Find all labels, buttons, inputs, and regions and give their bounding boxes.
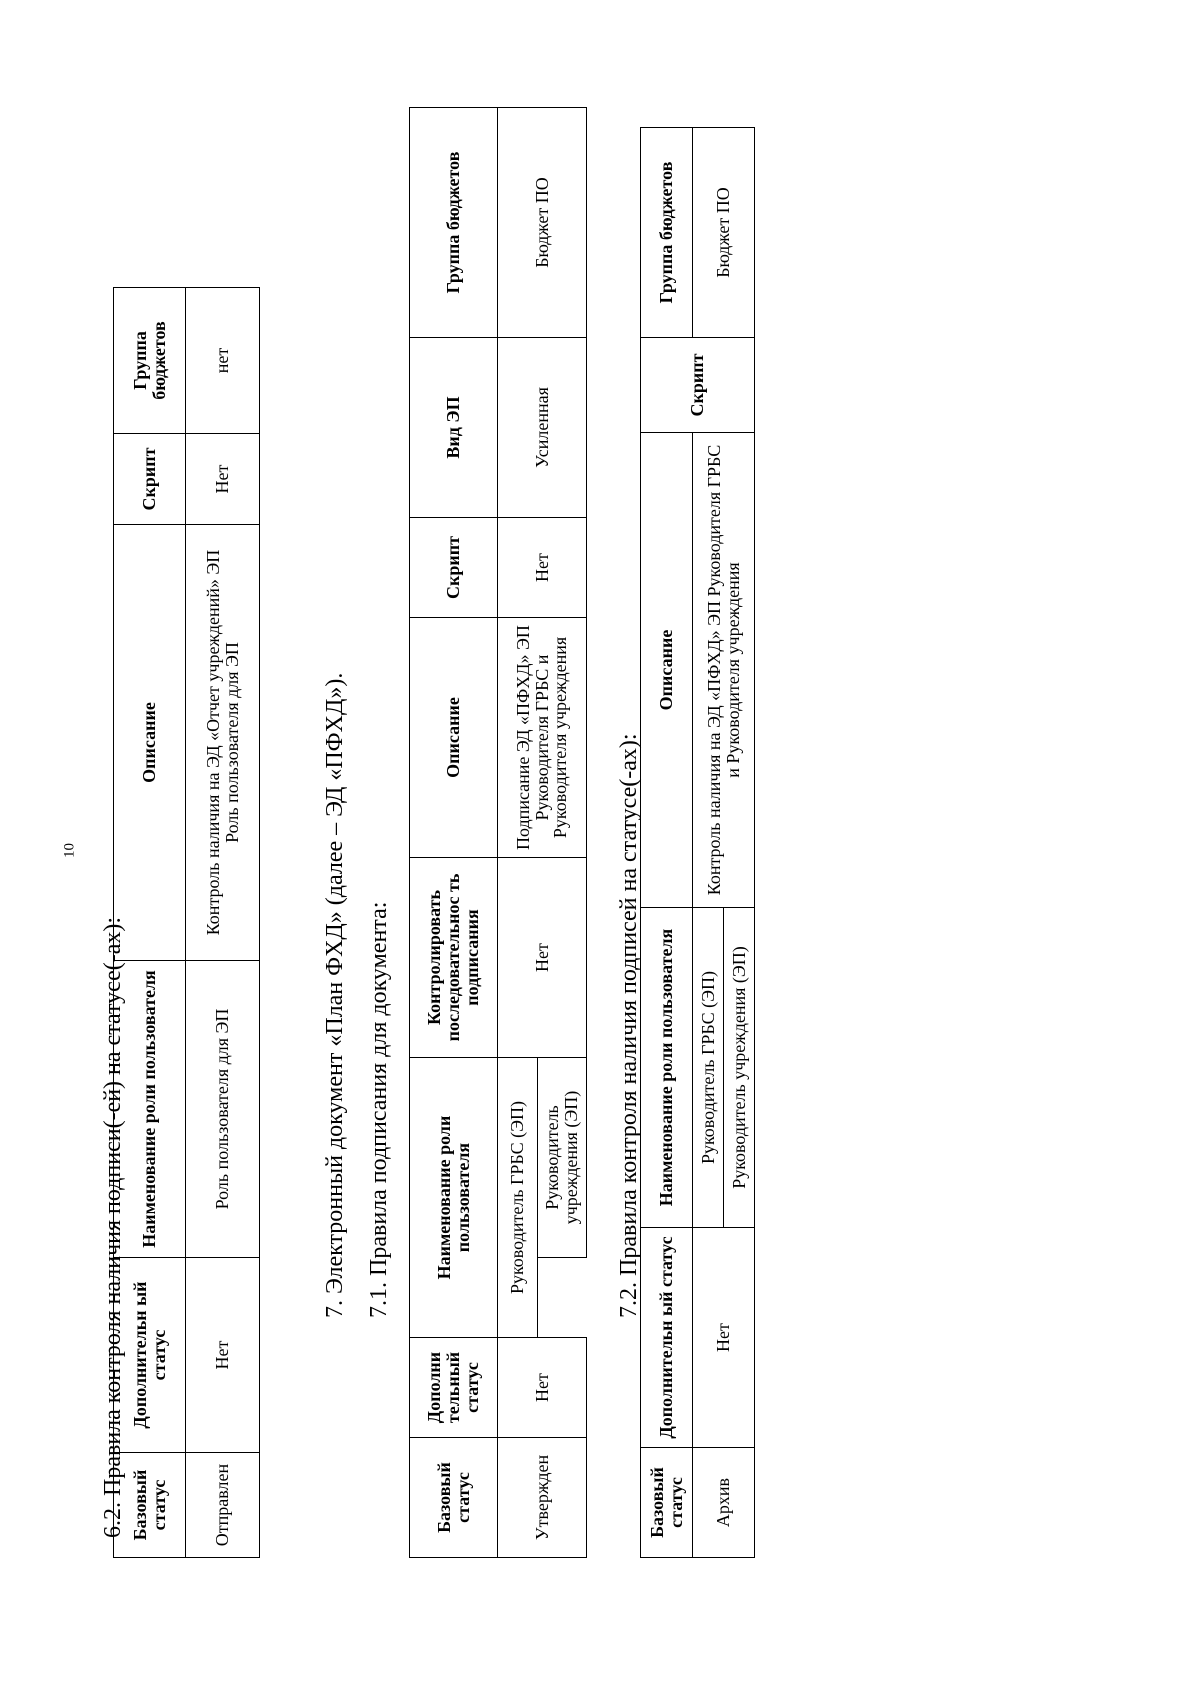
header-base-status: Базовый статус [114, 1453, 186, 1558]
section-7-heading: 7. Электронный документ «План ФХД» (далее – ЭД «ПФХД»). [322, 672, 348, 1318]
header-script: Скрипт [410, 518, 498, 618]
cell-role-2: Руководитель учреждения (ЭП) [724, 908, 755, 1228]
cell-description: Контроль наличия на ЭД «Отчет учреждений» ЭП Роль пользователя для ЭП [186, 525, 260, 961]
section-6-2-heading: 6.2. Правила контроля наличия подписи(-ей) на статусе(-ах): [100, 916, 126, 1538]
header-description: Описание [114, 525, 186, 961]
cell-budget-group: нет [186, 288, 260, 434]
table-header-row [410, 108, 498, 1558]
table-7-2 [640, 127, 755, 1558]
cell-extra-status: Нет [693, 1228, 755, 1448]
cell-role: Роль пользователя для ЭП [186, 961, 260, 1258]
cell-role-1: Руководитель ГРБС (ЭП) [693, 908, 724, 1228]
header-role: Наименование роли пользователя [114, 961, 186, 1258]
table-header-row [641, 128, 693, 1558]
header-control-sequence: Контролировать последовательнос ть подписания [410, 858, 498, 1058]
table-6-2 [113, 287, 260, 1558]
header-budget-group: Группа бюджетов [114, 288, 186, 434]
cell-description: Подписание ЭД «ПФХД» ЭП Руководителя ГРБС и Руководителя учреждения [498, 618, 587, 858]
header-description: Описание [410, 618, 498, 858]
header-script: Скрипт [114, 434, 186, 525]
header-role: Наименование роли пользователя [641, 908, 693, 1228]
header-budget-group: Группа бюджетов [641, 128, 693, 338]
section-7-2-heading: 7.2. Правила контроля наличия подписей на статусе(-ах): [616, 733, 642, 1318]
cell-role-1: Руководитель ГРБС (ЭП) [498, 1058, 538, 1338]
table-row [498, 108, 538, 1558]
cell-budget-group: Бюджет ПО [693, 128, 755, 338]
cell-script: Нет [186, 434, 260, 525]
header-extra-status: Дополни тельный статус [410, 1338, 498, 1438]
section-7-1-heading: 7.1. Правила подписания для документа: [366, 901, 392, 1318]
header-description: Описание [641, 433, 693, 908]
header-base-status: Базовый статус [410, 1438, 498, 1558]
header-budget-group: Группа бюджетов [410, 108, 498, 338]
cell-base-status: Архив [693, 1448, 755, 1558]
cell-description: Контроль наличия на ЭД «ПФХД» ЭП Руководителя ГРБС и Руководителя учреждения [693, 433, 755, 908]
cell-spacer [538, 1258, 587, 1338]
header-extra-status: Дополнительн ый статус [641, 1228, 693, 1448]
table-7-1 [409, 107, 587, 1558]
table-header-row [114, 288, 186, 1558]
cell-base-status: Утвержден [498, 1438, 587, 1558]
cell-budget-group: Бюджет ПО [498, 108, 587, 338]
header-extra-status: Дополнительн ый статус [114, 1258, 186, 1453]
cell-control-sequence: Нет [498, 858, 587, 1058]
cell-base-status: Отправлен [186, 1453, 260, 1558]
cell-script: Нет [498, 518, 587, 618]
header-script: Скрипт [641, 338, 755, 433]
table-row [186, 288, 260, 1558]
header-base-status: Базовый статус [641, 1448, 693, 1558]
cell-extra-status: Нет [498, 1338, 587, 1438]
cell-role-2: Руководитель учреждения (ЭП) [538, 1058, 587, 1258]
header-sign-type: Вид ЭП [410, 338, 498, 518]
header-role: Наименование роли пользователя [410, 1058, 498, 1338]
cell-sign-type: Усиленная [498, 338, 587, 518]
page-number: 10 [61, 843, 78, 858]
cell-extra-status: Нет [186, 1258, 260, 1453]
